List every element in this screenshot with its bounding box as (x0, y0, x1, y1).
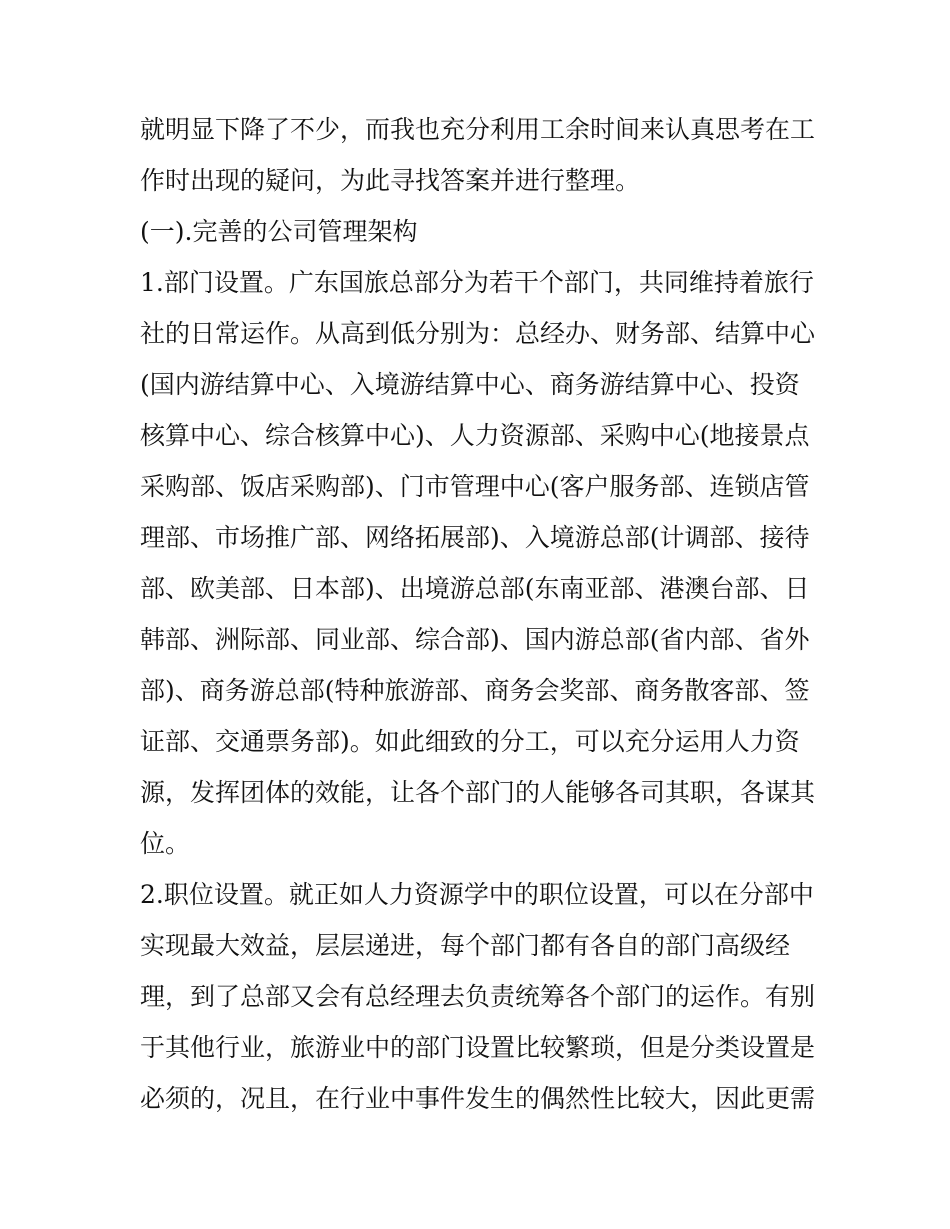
text-line: 理部、市场推广部、网络拓展部)、入境游总部(计调部、接待 (140, 523, 810, 552)
text-line: 核算中心、综合核算中心)、人力资源部、采购中心(地接景点 (140, 421, 810, 450)
text-line: 必须的，况且，在行业中事件发生的偶然性比较大，因此更需 (140, 1084, 816, 1113)
text-line: 理，到了总部又会有总经理去负责统筹各个部门的运作。有别 (140, 982, 816, 1011)
text-line: 1.部门设置。广东国旅总部分为若干个部门，共同维持着旅行 (140, 268, 814, 297)
text-line: 作时出现的疑问，为此寻找答案并进行整理。 (140, 166, 641, 195)
text-line: 就明显下降了不少，而我也充分利用工余时间来认真思考在工 (140, 115, 816, 144)
text-line: 于其他行业，旅游业中的部门设置比较繁琐，但是分类设置是 (140, 1033, 816, 1062)
text-line: 2.职位设置。就正如人力资源学中的职位设置，可以在分部中 (140, 880, 814, 909)
text-line: 实现最大效益，层层递进，每个部门都有各自的部门高级经 (140, 931, 791, 960)
section-heading: (一).完善的公司管理架构 (140, 217, 418, 246)
text-line: 源，发挥团体的效能，让各个部门的人能够各司其职，各谋其 (140, 778, 816, 807)
text-line: 韩部、洲际部、同业部、综合部)、国内游总部(省内部、省外 (140, 625, 810, 654)
text-line: 证部、交通票务部)。如此细致的分工，可以充分运用人力资 (140, 727, 800, 756)
text-line: 采购部、饭店采购部)、门市管理中心(客户服务部、连锁店管 (140, 472, 810, 501)
text-line: 部)、商务游总部(特种旅游部、商务会奖部、商务散客部、签 (140, 676, 810, 705)
text-line: (国内游结算中心、入境游结算中心、商务游结算中心、投资 (140, 370, 800, 399)
body-text (140, 104, 820, 1124)
text-line: 位。 (140, 829, 191, 858)
text-line: 社的日常运作。从高到低分别为：总经办、财务部、结算中心 (140, 319, 816, 348)
text-line: 部、欧美部、日本部)、出境游总部(东南亚部、港澳台部、日 (140, 574, 810, 603)
